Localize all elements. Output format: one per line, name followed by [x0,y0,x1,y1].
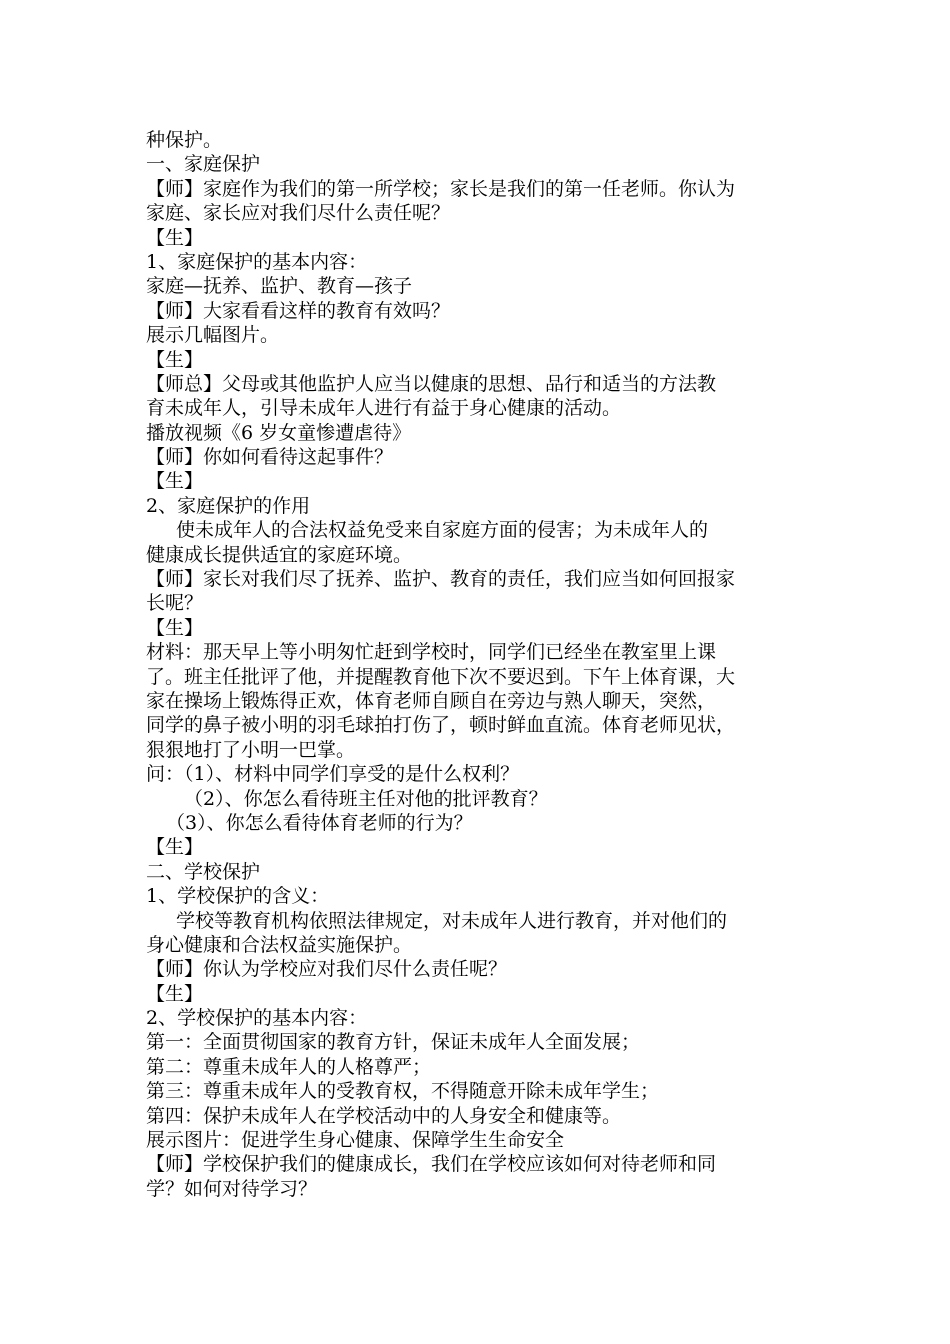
text-line: 长呢？ [146,592,204,615]
text-line: 了。班主任批评了他，并提醒教育他下次不要迟到。下午上体育课，大 [146,665,736,688]
text-line: 家庭、家长应对我们尽什么责任呢？ [146,202,451,225]
text-line: 学校等教育机构依照法律规定，对未成年人进行教育，并对他们的 [176,909,728,932]
text-line: 第四：保护未成年人在学校活动中的人身安全和健康等。 [146,1104,622,1127]
text-line: 家庭—抚养、监护、教育—孩子 [146,275,413,298]
text-line: 【生】 [146,616,204,639]
text-line: 【师】你认为学校应对我们尽什么责任呢？ [146,958,508,981]
text-line: 1、学校保护的含义： [146,885,330,908]
text-line: 【师】大家看看这样的教育有效吗？ [146,299,451,322]
text-line: 同学的鼻子被小明的羽毛球拍打伤了，顿时鲜血直流。体育老师见状， [146,714,736,737]
text-line: 展示图片：促进学生身心健康、保障学生生命安全 [146,1129,565,1152]
text-line: 学？如何对待学习？ [146,1177,318,1200]
text-line: 第二：尊重未成年人的人格尊严； [146,1055,432,1078]
text-line: 家在操场上锻炼得正欢，体育老师自顾自在旁边与熟人聊天，突然， [146,689,717,712]
document-body [146,128,826,1201]
text-line: 【师】你如何看待这起事件？ [146,446,394,469]
text-line: 【生】 [146,348,204,371]
text-line: 问：（1）、材料中同学们享受的是什么权利？ [146,763,520,786]
text-line: 展示几幅图片。 [146,324,280,347]
text-line: 【生】 [146,982,204,1005]
text-line: 播放视频《6 岁女童惨遭虐待》 [146,421,412,444]
text-line: 一、家庭保护 [146,153,261,176]
text-line: 2、学校保护的基本内容： [146,1007,368,1030]
text-line: （3）、你怎么看待体育老师的行为？ [166,811,473,834]
text-line: 第三：尊重未成年人的受教育权，不得随意开除未成年学生； [146,1080,660,1103]
text-line: 种保护。 [146,129,223,151]
text-line: 1、家庭保护的基本内容： [146,250,368,273]
text-line: 【师】家长对我们尽了抚养、监护、教育的责任，我们应当如何回报家 [146,568,736,591]
text-line: 2、家庭保护的作用 [146,494,311,517]
text-line: 【师总】父母或其他监护人应当以健康的思想、品行和适当的方法教 [146,372,717,395]
text-line: （2）、你怎么看待班主任对他的批评教育？ [184,787,548,810]
text-line: 【生】 [146,470,204,493]
text-line: 材料：那天早上等小明匆忙赶到学校时，同学们已经坐在教室里上课 [146,641,717,664]
text-line: 【生】 [146,836,204,859]
text-line: 【师】家庭作为我们的第一所学校；家长是我们的第一任老师。你认为 [146,177,736,200]
text-line: 狠狠地打了小明一巴掌。 [146,738,356,761]
text-line: 育未成年人，引导未成年人进行有益于身心健康的活动。 [146,397,622,420]
text-line: 二、学校保护 [146,860,261,883]
text-line: 第一：全面贯彻国家的教育方针，保证未成年人全面发展； [146,1031,641,1054]
text-line: 身心健康和合法权益实施保护。 [146,933,413,956]
text-line: 【生】 [146,226,204,249]
text-line: 健康成长提供适宜的家庭环境。 [146,543,413,566]
text-line: 使未成年人的合法权益免受来自家庭方面的侵害；为未成年人的 [176,519,709,542]
text-line: 【师】学校保护我们的健康成长，我们在学校应该如何对待老师和同 [146,1153,717,1176]
